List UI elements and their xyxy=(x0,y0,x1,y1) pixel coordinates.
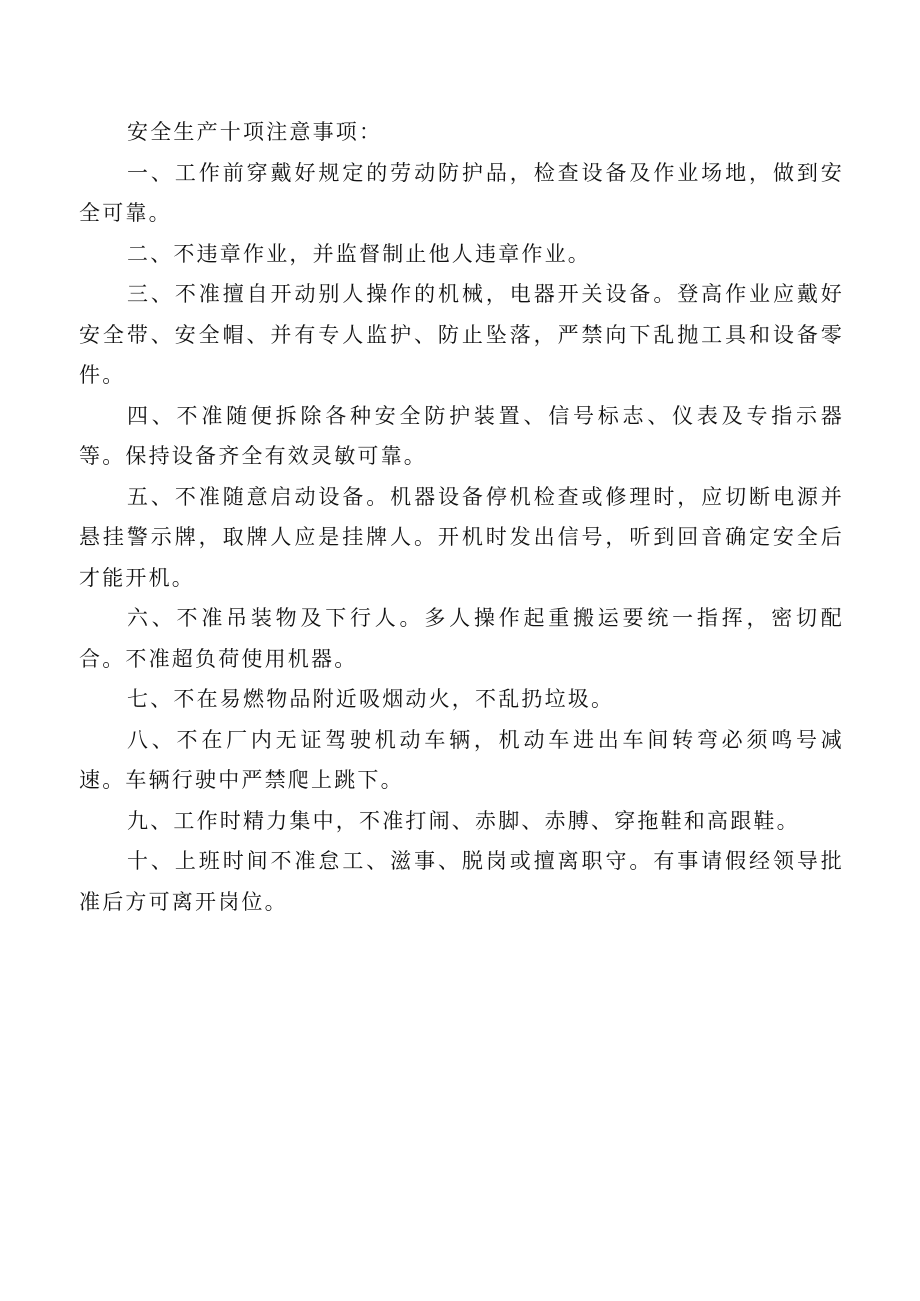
rule-item-4: 四、不准随便拆除各种安全防护装置、信号标志、仪表及专指示器等。保持设备齐全有效灵敏可靠。 xyxy=(79,403,844,468)
document-title: 安全生产十项注意事项： xyxy=(127,120,383,144)
rule-item-3: 三、不准擅自开动别人操作的机械，电器开关设备。登高作业应戴好安全带、安全帽、并有专人监护、防止坠落，严禁向下乱抛工具和设备零件。 xyxy=(79,282,844,387)
rule-item-10: 十、上班时间不准怠工、滋事、脱岗或擅离职守。有事请假经领导批准后方可离开岗位。 xyxy=(79,849,844,914)
rule-item-9: 九、工作时精力集中，不准打闹、赤脚、赤膊、穿拖鞋和高跟鞋。 xyxy=(127,808,800,833)
rule-item-8: 八、不在厂内无证驾驶机动车辆，机动车进出车间转弯必须鸣号减速。车辆行驶中严禁爬上跳下。 xyxy=(79,727,844,792)
rule-item-7: 七、不在易燃物品附近吸烟动火，不乱扔垃圾。 xyxy=(127,687,615,711)
document-page xyxy=(79,112,844,922)
rule-item-2: 二、不违章作业，并监督制止他人违章作业。 xyxy=(127,241,591,266)
rule-item-5: 五、不准随意启动设备。机器设备停机检查或修理时，应切断电源并悬挂警示牌，取牌人应是挂牌人。开机时发出信号，听到回音确定安全后才能开机。 xyxy=(79,484,844,590)
rule-item-6: 六、不准吊装物及下行人。多人操作起重搬运要统一指挥，密切配合。不准超负荷使用机器。 xyxy=(79,606,844,671)
rule-item-1: 一、工作前穿戴好规定的劳动防护品，检查设备及作业场地，做到安全可靠。 xyxy=(79,160,844,225)
